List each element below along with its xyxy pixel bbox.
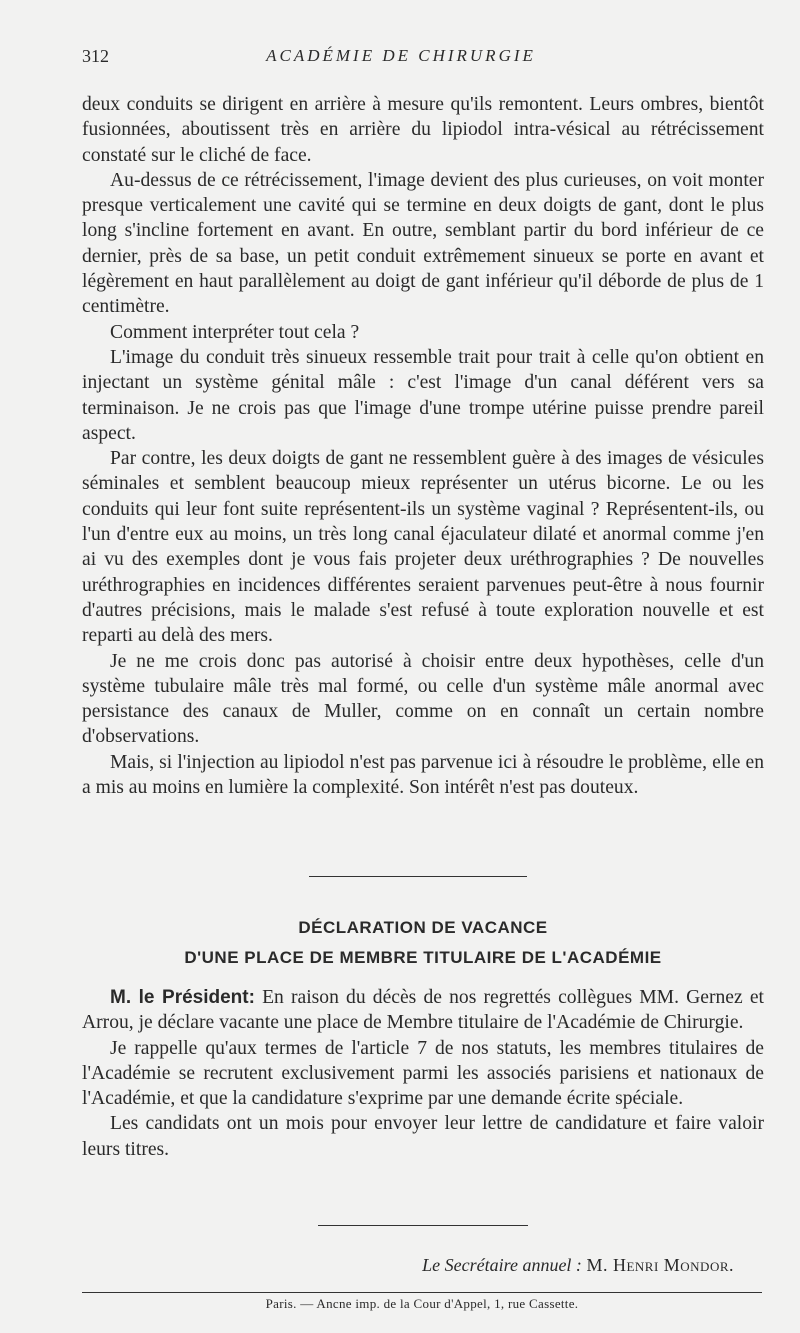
section-heading: DÉCLARATION DE VACANCE <box>298 918 548 937</box>
printer-imprint: Paris. — Ancne imp. de la Cour d'Appel, 1, rue Cassette. <box>265 1296 579 1311</box>
section-divider <box>309 876 527 877</box>
paragraph: Par contre, les deux doigts de gant ne ressemblent guère à des images de vésicules séminales et semblent beaucoup mieux représenter un utérus bicorne. Le ou les conduits qui leur font suite représentent-ils un système vaginal ? Représentent-ils, ou l'un d'entre eux au moins, un très long canal éjaculateur dilaté et anormal comme j'en ai vu des exemples dont je vous fais projeter deux uréthrographies ? De nouvelles uréthrographies en incidences différentes seraient parvenues peut-être à nous fournir d'autres précisions, mais le malade s'est refusé à toute exploration nouvelle et est reparti au delà des mers. <box>82 448 764 647</box>
declaration-body <box>82 985 764 1162</box>
page-number: 312 <box>82 46 109 66</box>
footer-rule <box>82 1292 762 1293</box>
signature-name: M. Henri Mondor. <box>586 1255 734 1275</box>
speech-text: En raison du décès de nos regrettés collègues MM. Gernez et Arrou, je déclare vacante une place de Membre titulaire de l'Académie de Chirurgie. <box>82 987 764 1034</box>
speech-paragraph: Je rappelle qu'aux termes de l'article 7 de nos statuts, les membres titulaires de l'Académie se recrutent exclusivement parmi les associés parisiens et nationaux de l'Académie, et que la candidature s'exprime par une demande écrite spéciale. <box>82 1037 764 1110</box>
section-subheading: D'UNE PLACE DE MEMBRE TITULAIRE DE L'ACADÉMIE <box>184 948 662 967</box>
paragraph: Au-dessus de ce rétrécissement, l'image devient des plus curieuses, on voit monter presque verticalement une cavité qui se termine en deux doigts de gant, dont le plus long s'incline fortement en avant. En outre, semblant partir du bord inférieur de ce dernier, près de sa base, un petit conduit extrêmement sinueux se porte en avant et légèrement en haut parallèlement au doigt de gant inférieur qu'il déborde de plus de 1 centimètre. <box>82 169 764 318</box>
signature-role: Le Secrétaire annuel : <box>422 1255 582 1275</box>
signature <box>422 1255 734 1276</box>
paragraph: Mais, si l'injection au lipiodol n'est pas parvenue ici à résoudre le problème, elle en a mis au moins en lumière la complexité. Son intérêt n'est pas douteux. <box>82 751 764 799</box>
paragraph: Comment interpréter tout cela ? <box>110 321 360 343</box>
speech-paragraph <box>82 985 764 1036</box>
paragraph: Je ne me crois donc pas autorisé à choisir entre deux hypothèses, celle d'un système tubulaire mâle très mal formé, ou celle d'un système mâle anormal avec persistance des canaux de Muller, comme on en connaît un certain nombre d'observations. <box>82 650 764 748</box>
article-body <box>82 92 764 800</box>
running-title: ACADÉMIE DE CHIRURGIE <box>266 46 536 65</box>
page-header <box>82 46 720 70</box>
speaker-name: M. le Président: <box>110 987 255 1008</box>
paragraph: L'image du conduit très sinueux ressemble trait pour trait à celle qu'on obtient en injectant un système génital mâle : c'est l'image d'un canal déférent vers sa terminaison. Je ne crois pas que l'image d'une trompe utérine puisse prendre pareil aspect. <box>82 346 764 444</box>
closing-divider <box>318 1225 528 1226</box>
speech-paragraph: Les candidats ont un mois pour envoyer leur lettre de candidature et faire valoir leurs titres. <box>82 1113 764 1160</box>
paragraph: deux conduits se dirigent en arrière à mesure qu'ils remontent. Leurs ombres, bientôt fusionnées, aboutissent très en arrière du lipiodol intra-vésical au rétrécissement constaté sur le cliché de face. <box>82 94 764 166</box>
